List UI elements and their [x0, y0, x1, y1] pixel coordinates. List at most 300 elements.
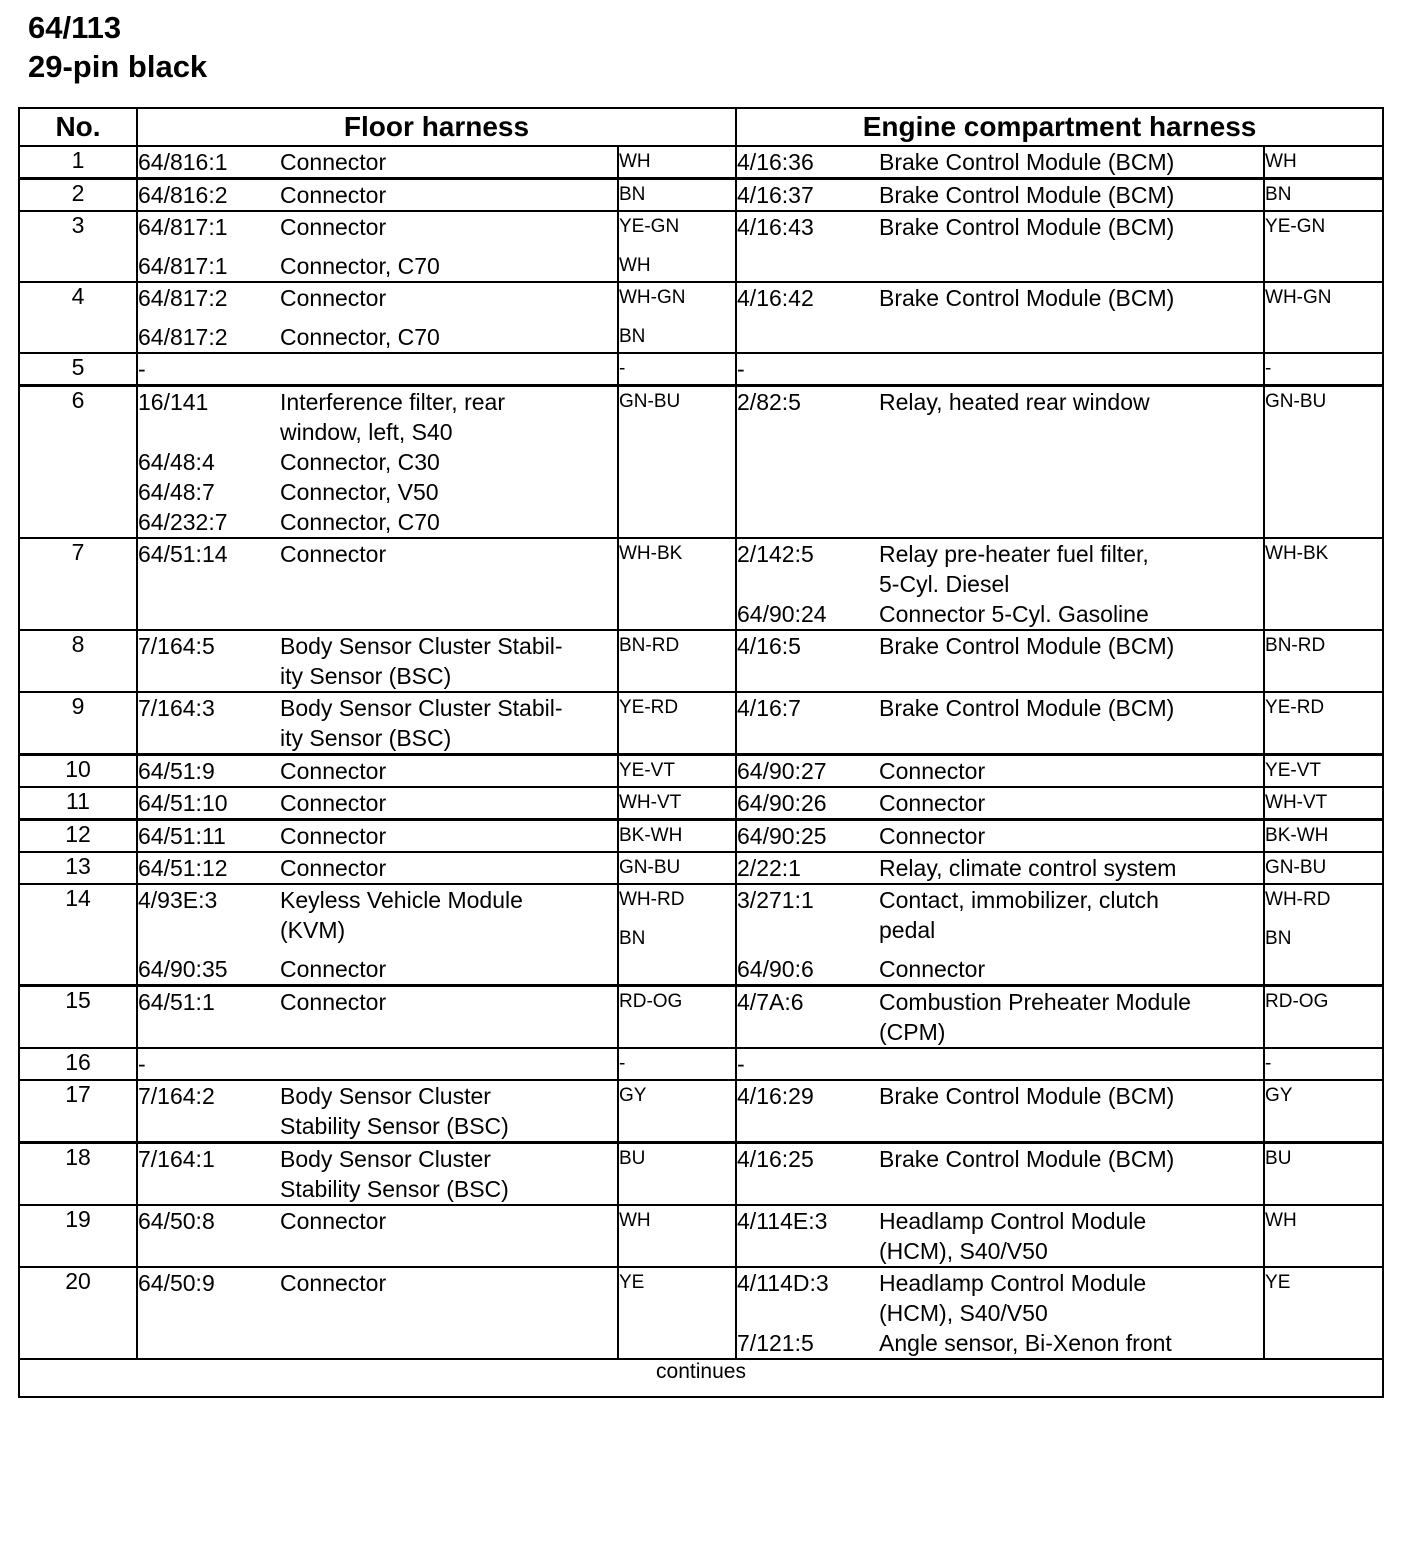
table-row [19, 630, 1383, 692]
engine-harness-cell [736, 179, 1264, 212]
floor-harness-cell [137, 1205, 618, 1267]
pin-number: 18 [19, 1143, 137, 1206]
table-row [19, 1205, 1383, 1267]
entry-line [737, 599, 1263, 629]
entry-line [138, 477, 617, 507]
table-row [19, 179, 1383, 212]
footer-row [19, 1359, 1383, 1397]
component-id: 64/51:14 [138, 541, 228, 567]
component-description: Body Sensor Cluster [280, 1083, 491, 1109]
component-id [737, 1017, 879, 1047]
pin-number: 8 [19, 630, 137, 692]
table-row [19, 353, 1383, 386]
component-description: Connector [280, 823, 387, 849]
floor-harness-cell [137, 692, 618, 755]
entry-line [737, 180, 1263, 210]
engine-wire-color-cell [1264, 146, 1383, 179]
wire-color: WH-RD [1265, 889, 1331, 910]
table-row [19, 986, 1383, 1049]
floor-wire-color-cell [618, 787, 736, 820]
entry-line [138, 987, 617, 1017]
table-row [19, 211, 1383, 282]
component-description: ity Sensor (BSC) [280, 663, 452, 689]
entry-line [138, 147, 617, 177]
component-id: 3/271:1 [737, 887, 814, 913]
component-id: 64/817:2 [138, 285, 228, 311]
entry-spacer [619, 915, 735, 924]
entry-line [138, 1268, 617, 1298]
engine-wire-color-cell [1264, 630, 1383, 692]
engine-harness-cell [736, 1143, 1264, 1206]
component-description: Connector [280, 1208, 387, 1234]
pin-number: 12 [19, 820, 137, 853]
wire-color: - [1265, 1053, 1272, 1074]
floor-harness-cell [137, 1080, 618, 1143]
pin-number: 6 [19, 386, 137, 539]
floor-wire-color-cell [618, 282, 736, 353]
component-description: Connector, V50 [280, 479, 439, 505]
entry-line [737, 821, 1263, 851]
header-engine-harness: Engine compartment harness [736, 108, 1383, 146]
component-description: Connector, C70 [280, 324, 440, 350]
component-description: Brake Control Module (BCM) [879, 1146, 1175, 1172]
floor-wire-color-cell [618, 1048, 736, 1080]
floor-harness-cell [137, 179, 618, 212]
wire-color: GN-BU [619, 857, 681, 878]
engine-wire-color-cell [1264, 1080, 1383, 1143]
wire-color: WH-RD [619, 889, 685, 910]
entry-line [737, 756, 1263, 786]
entry-line [138, 693, 617, 723]
component-id [138, 723, 280, 753]
floor-harness-cell [137, 1143, 618, 1206]
entry-line [138, 1144, 617, 1174]
component-description: Brake Control Module (BCM) [879, 1083, 1175, 1109]
engine-harness-cell [736, 538, 1264, 630]
component-id [138, 417, 280, 447]
component-id: 2/142:5 [737, 541, 814, 567]
floor-harness-cell [137, 630, 618, 692]
component-description: Connector [879, 823, 986, 849]
engine-harness-cell [736, 852, 1264, 884]
floor-harness-cell [137, 755, 618, 788]
component-description: Connector [879, 758, 986, 784]
component-description: Connector, C70 [280, 253, 440, 279]
floor-harness-cell [137, 884, 618, 986]
pin-number: 10 [19, 755, 137, 788]
table-row [19, 146, 1383, 179]
connector-description: 29-pin black [28, 49, 208, 84]
component-id: 4/16:42 [737, 285, 814, 311]
header-floor-harness: Floor harness [137, 108, 736, 146]
engine-wire-color-cell [1264, 353, 1383, 386]
pin-number: 19 [19, 1205, 137, 1267]
component-description: window, left, S40 [280, 419, 453, 445]
component-id: 64/816:2 [138, 182, 228, 208]
floor-wire-color-cell [618, 353, 736, 386]
entry-spacer [619, 242, 735, 251]
table-row [19, 884, 1383, 986]
table-row [19, 386, 1383, 539]
floor-wire-color-cell [618, 884, 736, 986]
component-id: 4/16:5 [737, 633, 801, 659]
entry-line [138, 417, 617, 447]
wire-color: WH-VT [619, 792, 682, 813]
wire-color: BN [1265, 184, 1292, 205]
component-id: 4/93E:3 [138, 887, 218, 913]
component-description: (CPM) [879, 1019, 946, 1045]
wire-color: BK-WH [619, 825, 683, 846]
engine-wire-color-cell [1264, 755, 1383, 788]
floor-wire-color-cell [618, 820, 736, 853]
component-description: Brake Control Module (BCM) [879, 285, 1175, 311]
floor-wire-color-cell [618, 146, 736, 179]
engine-harness-cell [736, 755, 1264, 788]
engine-wire-color-cell [1264, 282, 1383, 353]
pin-number: 5 [19, 353, 137, 386]
entry-line [138, 853, 617, 883]
wire-color: RD-OG [1265, 991, 1329, 1012]
entry-line [737, 147, 1263, 177]
wire-color: RD-OG [619, 991, 683, 1012]
component-description: Connector, C30 [280, 449, 440, 475]
component-id: 64/50:9 [138, 1270, 215, 1296]
floor-wire-color-cell [618, 211, 736, 282]
component-description: Body Sensor Cluster [280, 1146, 491, 1172]
entry-line [737, 1206, 1263, 1236]
component-id [737, 1298, 879, 1328]
entry-line [138, 1111, 617, 1141]
header-no: No. [19, 108, 137, 146]
engine-harness-cell [736, 386, 1264, 539]
component-description: (HCM), S40/V50 [879, 1300, 1048, 1326]
component-id: 64/817:2 [138, 324, 228, 350]
pin-number: 11 [19, 787, 137, 820]
pin-number: 3 [19, 211, 137, 282]
floor-harness-cell [137, 852, 618, 884]
component-description: Keyless Vehicle Module [280, 887, 523, 913]
component-description: Relay, climate control system [879, 855, 1177, 881]
wire-color: WH-BK [1265, 543, 1329, 564]
entry-line [138, 915, 617, 945]
component-description: Combustion Preheater Module [879, 989, 1191, 1015]
engine-wire-color-cell [1264, 179, 1383, 212]
connector-title [28, 8, 207, 86]
component-description [879, 354, 1263, 384]
wire-color: BN [619, 928, 646, 949]
engine-harness-cell [736, 1048, 1264, 1080]
component-id: 64/50:8 [138, 1208, 215, 1234]
component-id: 4/16:25 [737, 1146, 814, 1172]
entry-line [138, 283, 617, 313]
entry-line [138, 180, 617, 210]
component-id: 64/232:7 [138, 509, 228, 535]
entry-line [138, 354, 617, 384]
component-description: Headlamp Control Module [879, 1270, 1147, 1296]
component-description: Connector [280, 149, 387, 175]
engine-harness-cell [736, 1080, 1264, 1143]
component-id: 64/817:1 [138, 253, 228, 279]
wire-color: WH-GN [619, 287, 686, 308]
wire-color: WH-BK [619, 543, 683, 564]
entry-line [737, 853, 1263, 883]
component-description: Connector [879, 956, 986, 982]
component-id: 4/16:43 [737, 214, 814, 240]
entry-line [138, 507, 617, 537]
component-description: Contact, immobilizer, clutch [879, 887, 1159, 913]
component-id: 4/114E:3 [737, 1208, 828, 1234]
floor-wire-color-cell [618, 986, 736, 1049]
component-id: 64/90:35 [138, 956, 228, 982]
entry-line [737, 387, 1263, 417]
entry-line [138, 756, 617, 786]
wire-color: YE-GN [1265, 216, 1326, 237]
component-description: ity Sensor (BSC) [280, 725, 452, 751]
continues-note: continues [19, 1359, 1383, 1397]
component-description: Connector [280, 541, 387, 567]
floor-harness-cell [137, 353, 618, 386]
entry-line [737, 539, 1263, 569]
entry-line [138, 885, 617, 915]
component-id: - [737, 1051, 745, 1077]
component-id: 7/121:5 [737, 1330, 814, 1356]
floor-wire-color-cell [618, 1080, 736, 1143]
component-description: Connector [280, 1270, 387, 1296]
table-row [19, 692, 1383, 755]
component-description: (KVM) [280, 917, 346, 943]
wire-color: WH [619, 1210, 651, 1231]
pin-number: 4 [19, 282, 137, 353]
floor-harness-cell [137, 211, 618, 282]
floor-wire-color-cell [618, 1205, 736, 1267]
component-id: 64/51:9 [138, 758, 215, 784]
engine-harness-cell [736, 884, 1264, 986]
component-id [737, 1236, 879, 1266]
engine-wire-color-cell [1264, 1143, 1383, 1206]
engine-wire-color-cell [1264, 386, 1383, 539]
entry-spacer [619, 313, 735, 322]
entry-line [737, 1144, 1263, 1174]
component-id: 64/90:27 [737, 758, 827, 784]
wire-color: BN-RD [619, 635, 680, 656]
entry-line [138, 322, 617, 352]
component-description: Brake Control Module (BCM) [879, 695, 1175, 721]
wire-color: GY [1265, 1085, 1293, 1106]
wire-color: BU [619, 1148, 646, 1169]
wire-color: YE-VT [1265, 760, 1321, 781]
pin-table-body [19, 146, 1383, 1359]
floor-harness-cell [137, 1267, 618, 1359]
entry-line [138, 821, 617, 851]
component-description: 5-Cyl. Diesel [879, 571, 1010, 597]
floor-wire-color-cell [618, 852, 736, 884]
table-row [19, 820, 1383, 853]
component-description: Stability Sensor (BSC) [280, 1176, 509, 1202]
component-description: Connector 5-Cyl. Gasoline [879, 601, 1149, 627]
component-id: - [138, 356, 146, 382]
component-id: 4/16:29 [737, 1083, 814, 1109]
table-row [19, 787, 1383, 820]
floor-wire-color-cell [618, 538, 736, 630]
entry-line [138, 788, 617, 818]
entry-line [737, 885, 1263, 915]
component-id: 64/51:12 [138, 855, 228, 881]
entry-line [737, 1328, 1263, 1358]
floor-harness-cell [137, 146, 618, 179]
engine-harness-cell [736, 282, 1264, 353]
wire-color: YE-VT [619, 760, 675, 781]
component-description: Interference filter, rear [280, 389, 505, 415]
component-id: 7/164:3 [138, 695, 215, 721]
component-description: Stability Sensor (BSC) [280, 1113, 509, 1139]
component-id [138, 915, 280, 945]
engine-wire-color-cell [1264, 852, 1383, 884]
entry-line [737, 1081, 1263, 1111]
component-description: pedal [879, 917, 936, 943]
wire-color: YE-RD [1265, 697, 1325, 718]
table-row [19, 1080, 1383, 1143]
entry-line [138, 447, 617, 477]
pin-number: 20 [19, 1267, 137, 1359]
component-id [138, 661, 280, 691]
floor-harness-cell [137, 282, 618, 353]
engine-harness-cell [736, 146, 1264, 179]
engine-wire-color-cell [1264, 538, 1383, 630]
entry-line [737, 354, 1263, 384]
component-description: Connector [280, 182, 387, 208]
pin-number: 9 [19, 692, 137, 755]
component-id: 64/90:26 [737, 790, 827, 816]
engine-wire-color-cell [1264, 787, 1383, 820]
pin-number: 2 [19, 179, 137, 212]
wire-color: WH-GN [1265, 287, 1332, 308]
component-description [879, 1049, 1263, 1079]
component-id: 4/16:37 [737, 182, 814, 208]
component-description: Brake Control Module (BCM) [879, 182, 1175, 208]
wire-color: GN-BU [619, 391, 681, 412]
entry-line [737, 954, 1263, 984]
entry-line [138, 1081, 617, 1111]
entry-line [737, 212, 1263, 242]
component-id: 64/817:1 [138, 214, 228, 240]
table-row [19, 1267, 1383, 1359]
wire-color: - [1265, 358, 1272, 379]
component-description: Connector, C70 [280, 509, 440, 535]
entry-line [138, 1049, 617, 1079]
component-description: Brake Control Module (BCM) [879, 149, 1175, 175]
entry-line [138, 661, 617, 691]
component-id [737, 569, 879, 599]
engine-harness-cell [736, 630, 1264, 692]
component-id [138, 1111, 280, 1141]
floor-wire-color-cell [618, 755, 736, 788]
table-row [19, 282, 1383, 353]
wire-color: BN [619, 184, 646, 205]
pin-number: 17 [19, 1080, 137, 1143]
wire-color: YE [1265, 1272, 1291, 1293]
pin-number: 16 [19, 1048, 137, 1080]
entry-line [737, 283, 1263, 313]
wire-color: WH [1265, 1210, 1297, 1231]
floor-wire-color-cell [618, 179, 736, 212]
component-id [138, 1174, 280, 1204]
entry-line [138, 1174, 617, 1204]
component-id: 64/90:6 [737, 956, 814, 982]
wire-color: YE-RD [619, 697, 679, 718]
component-id: 4/16:36 [737, 149, 814, 175]
engine-harness-cell [736, 820, 1264, 853]
wire-color: BN [1265, 928, 1292, 949]
floor-wire-color-cell [618, 1143, 736, 1206]
component-id: 16/141 [138, 389, 209, 415]
pin-table [18, 107, 1384, 1398]
entry-line [138, 723, 617, 753]
floor-wire-color-cell [618, 630, 736, 692]
component-description [280, 1049, 617, 1079]
floor-harness-cell [137, 1048, 618, 1080]
wire-color: YE [619, 1272, 645, 1293]
engine-harness-cell [736, 1267, 1264, 1359]
wire-color: GY [619, 1085, 647, 1106]
floor-harness-cell [137, 787, 618, 820]
entry-line [737, 1236, 1263, 1266]
entry-line [737, 1268, 1263, 1298]
component-description: Connector [280, 956, 387, 982]
entry-line [737, 631, 1263, 661]
component-id: 7/164:1 [138, 1146, 215, 1172]
header-row [19, 108, 1383, 146]
engine-harness-cell [736, 986, 1264, 1049]
floor-harness-cell [137, 386, 618, 539]
floor-wire-color-cell [618, 386, 736, 539]
wire-color: BU [1265, 1148, 1292, 1169]
component-description: Angle sensor, Bi-Xenon front [879, 1330, 1172, 1356]
entry-line [138, 954, 617, 984]
component-description: Relay, heated rear window [879, 389, 1150, 415]
engine-harness-cell [736, 787, 1264, 820]
component-description: Connector [280, 285, 387, 311]
engine-harness-cell [736, 353, 1264, 386]
component-id: 7/164:2 [138, 1083, 215, 1109]
engine-wire-color-cell [1264, 986, 1383, 1049]
pin-number: 13 [19, 852, 137, 884]
entry-line [138, 1206, 617, 1236]
component-id: 64/816:1 [138, 149, 228, 175]
engine-wire-color-cell [1264, 1267, 1383, 1359]
wire-color: WH [619, 151, 651, 172]
connector-code: 64/113 [28, 10, 122, 45]
wire-color: GN-BU [1265, 857, 1327, 878]
engine-wire-color-cell [1264, 884, 1383, 986]
entry-line [737, 693, 1263, 723]
component-id: 2/22:1 [737, 855, 801, 881]
entry-line [138, 251, 617, 281]
component-id: 64/90:25 [737, 823, 827, 849]
component-id: 4/114D:3 [737, 1270, 829, 1296]
entry-line [737, 915, 1263, 945]
floor-harness-cell [137, 538, 618, 630]
entry-line [737, 987, 1263, 1017]
component-description: Brake Control Module (BCM) [879, 214, 1175, 240]
component-id: - [737, 356, 745, 382]
component-description [280, 354, 617, 384]
wire-color: WH [619, 255, 651, 276]
component-id: 64/48:4 [138, 449, 215, 475]
wire-color: BN [619, 326, 646, 347]
component-description: Connector [280, 989, 387, 1015]
table-row [19, 1048, 1383, 1080]
table-row [19, 852, 1383, 884]
